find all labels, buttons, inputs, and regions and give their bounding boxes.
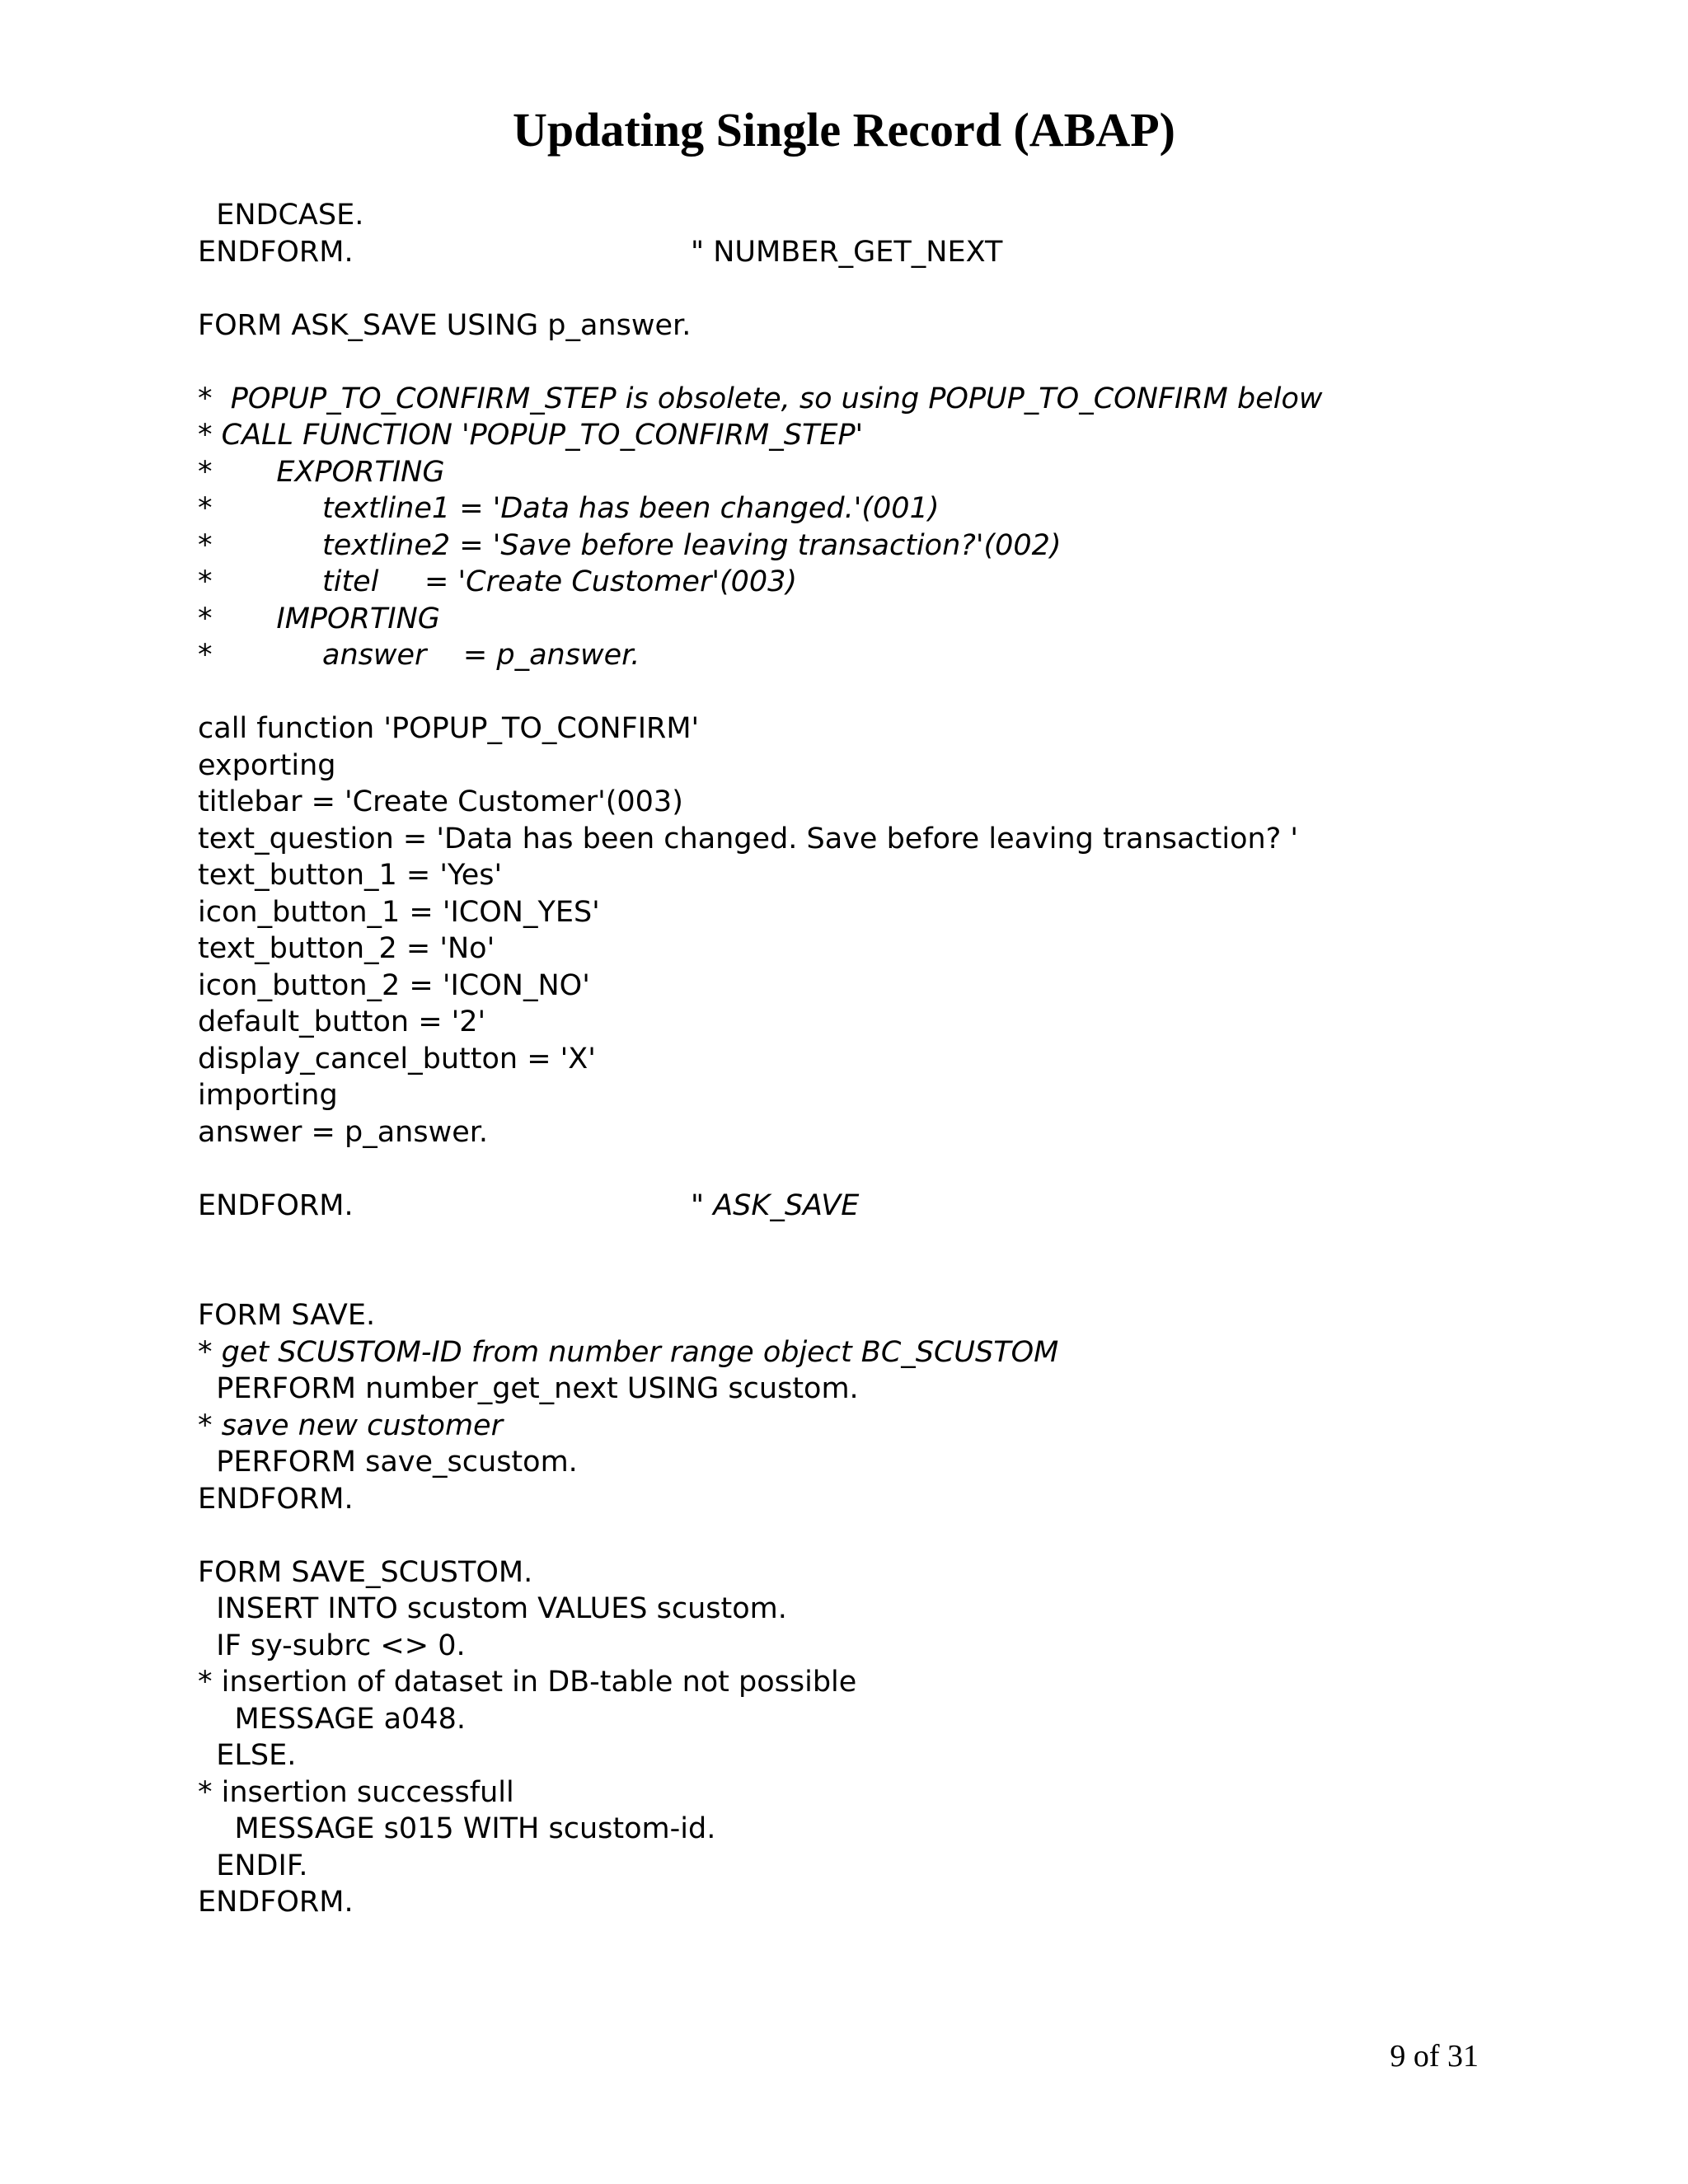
code-line: * POPUP_TO_CONFIRM_STEP is obsolete, so using POPUP_TO_CONFIRM below — [198, 382, 1323, 415]
code-line: answer = p_answer. — [198, 1115, 489, 1149]
code-line: ELSE. — [198, 1739, 297, 1772]
code-line: MESSAGE s015 WITH scustom-id. — [198, 1812, 716, 1845]
code-line: call function 'POPUP_TO_CONFIRM' — [198, 712, 700, 745]
code-line: * answer = p_answer. — [198, 639, 640, 672]
code-line: * CALL FUNCTION 'POPUP_TO_CONFIRM_STEP' — [198, 419, 864, 452]
code-line: importing — [198, 1079, 338, 1112]
page-title: Updating Single Record (ABAP) — [513, 103, 1175, 157]
inline-comment: " NUMBER_GET_NEXT — [691, 235, 1003, 269]
blank-line — [198, 1151, 1615, 1188]
code-line: icon_button_1 = 'ICON_YES' — [198, 895, 600, 929]
code-line: * insertion successfull — [198, 1775, 514, 1809]
code-line: INSERT INTO scustom VALUES scustom. — [198, 1592, 787, 1625]
code-line: FORM SAVE_SCUSTOM. — [198, 1555, 533, 1589]
code-text: ENDFORM. — [198, 235, 354, 269]
blank-line — [198, 1517, 1615, 1554]
code-line — [198, 234, 1615, 271]
code-line: * textline1 = 'Data has been changed.'(001) — [198, 492, 940, 525]
blank-line — [198, 344, 1615, 381]
blank-line — [198, 1224, 1615, 1261]
code-line: titlebar = 'Create Customer'(003) — [198, 785, 683, 818]
code-line: text_question = 'Data has been changed. Save before leaving transaction? ' — [198, 822, 1299, 855]
code-line: * titel = 'Create Customer'(003) — [198, 565, 798, 598]
code-line: display_cancel_button = 'X' — [198, 1042, 596, 1076]
code-line: IF sy-subrc <> 0. — [198, 1629, 466, 1662]
code-line: FORM SAVE. — [198, 1299, 376, 1332]
code-line: * EXPORTING — [198, 455, 445, 489]
code-line: default_button = '2' — [198, 1005, 486, 1038]
code-line: ENDFORM. — [198, 1482, 354, 1516]
page-number: 9 of 31 — [1390, 2039, 1479, 2074]
code-line: * IMPORTING — [198, 602, 440, 635]
code-line: text_button_1 = 'Yes' — [198, 859, 503, 892]
code-line: text_button_2 = 'No' — [198, 932, 495, 965]
code-line: ENDFORM. — [198, 1886, 354, 1919]
blank-line — [198, 1261, 1615, 1298]
code-line: * save new customer — [198, 1408, 503, 1442]
code-line: FORM ASK_SAVE USING p_answer. — [198, 308, 692, 342]
blank-line — [198, 270, 1615, 307]
code-line: ENDIF. — [198, 1849, 308, 1882]
code-line: * get SCUSTOM-ID from number range object BC_SCUSTOM — [198, 1335, 1059, 1369]
code-text: ENDFORM. — [198, 1188, 354, 1222]
code-line: PERFORM number_get_next USING scustom. — [198, 1372, 859, 1405]
code-line: MESSAGE a048. — [198, 1702, 466, 1736]
code-line: * textline2 = 'Save before leaving transaction?'(002) — [198, 528, 1062, 562]
code-line — [198, 1188, 1615, 1225]
code-line: * insertion of dataset in DB-table not possible — [198, 1666, 857, 1699]
code-line: PERFORM save_scustom. — [198, 1446, 578, 1479]
code-block — [198, 197, 1615, 1921]
code-line: exporting — [198, 748, 336, 782]
inline-comment: " ASK_SAVE — [691, 1188, 860, 1222]
blank-line — [198, 674, 1615, 711]
code-line: icon_button_2 = 'ICON_NO' — [198, 968, 590, 1002]
code-line: ENDCASE. — [198, 199, 364, 232]
